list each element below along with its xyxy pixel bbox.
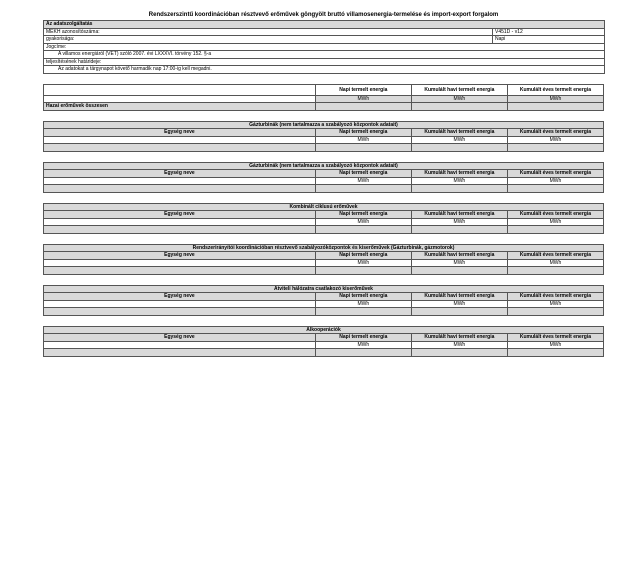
unit-name-cell[interactable] [44,144,316,152]
col-daily: Napi termelt energia [315,170,411,178]
unit-daily: MWh [315,259,411,267]
daily-cell[interactable] [315,144,411,152]
col-monthly: Kumulált havi termelt energia [411,129,507,137]
unit-yearly: MWh [507,300,603,308]
section-table [43,162,604,193]
daily-cell[interactable] [315,349,411,357]
summary-unit-yearly: MWh [507,95,603,103]
summary-daily-cell[interactable] [315,103,411,111]
summary-unit-monthly: MWh [411,95,507,103]
summary-col-monthly: Kumulált havi termelt energia [411,84,507,95]
unit-name-cell[interactable] [44,226,316,234]
unit-daily: MWh [315,136,411,144]
summary-unit-daily: MWh [315,95,411,103]
unit-yearly: MWh [507,136,603,144]
daily-cell[interactable] [315,226,411,234]
unit-name-cell[interactable] [44,349,316,357]
legal-basis-value: A villamos energiáról (VET) szóló 2007. évi LXXXVI. törvény 152. §-a [44,51,605,59]
col-yearly: Kumulált éves termelt energia [507,334,603,342]
col-yearly: Kumulált éves termelt energia [507,129,603,137]
monthly-cell[interactable] [411,226,507,234]
monthly-cell[interactable] [411,349,507,357]
summary-monthly-cell[interactable] [411,103,507,111]
col-daily: Napi termelt energia [315,211,411,219]
report-title: Rendszerszintű koordinációban résztvevő erőművek göngyölt bruttó villamosenergia-termelése és import-export forgalom [148,12,499,18]
frequency-label: gyakorisága: [44,36,493,44]
monthly-cell[interactable] [411,267,507,275]
unit-yearly: MWh [507,218,603,226]
summary-row-label: Hazai erőművek összesen [44,103,316,111]
summary-table [43,84,604,111]
col-monthly: Kumulált havi termelt energia [411,334,507,342]
col-unit-name: Egység neve [44,170,316,178]
col-monthly: Kumulált havi termelt energia [411,170,507,178]
unit-monthly: MWh [411,177,507,185]
col-daily: Napi termelt energia [315,293,411,301]
yearly-cell[interactable] [507,185,603,193]
section-title: Átviteli hálózatra csatlakozó kiserőművek [44,285,604,293]
info-table [43,20,605,74]
col-daily: Napi termelt energia [315,252,411,260]
info-header: Az adatszolgáltatás [44,21,605,29]
col-monthly: Kumulált havi termelt energia [411,211,507,219]
frequency-value: Napi [493,36,605,44]
section-title: Alkooperációk [44,326,604,334]
unit-monthly: MWh [411,300,507,308]
col-unit-name: Egység neve [44,129,316,137]
unit-monthly: MWh [411,136,507,144]
unit-monthly: MWh [411,218,507,226]
section-table [43,121,604,152]
unit-yearly: MWh [507,177,603,185]
col-daily: Napi termelt energia [315,334,411,342]
col-monthly: Kumulált havi termelt energia [411,293,507,301]
daily-cell[interactable] [315,185,411,193]
legal-basis-label: Jogcíme: [44,43,605,51]
unit-daily: MWh [315,300,411,308]
section-title: Rendszerirányítói koordinációban résztvevő szabályozóközpontok és kiserőművek (Gázturbinák, gázmotorok) [44,244,604,252]
unit-yearly: MWh [507,259,603,267]
summary-col-yearly: Kumulált éves termelt energia [507,84,603,95]
deadline-label: teljesítésének határideje: [44,58,605,66]
summary-yearly-cell[interactable] [507,103,603,111]
yearly-cell[interactable] [507,226,603,234]
unit-monthly: MWh [411,259,507,267]
report-document [43,11,604,357]
col-unit-name: Egység neve [44,211,316,219]
col-yearly: Kumulált éves termelt energia [507,252,603,260]
section-title: Gázturbinák (nem tartalmazza a szabályozó központok adatait) [44,121,604,129]
monthly-cell[interactable] [411,185,507,193]
unit-daily: MWh [315,177,411,185]
unit-daily: MWh [315,341,411,349]
yearly-cell[interactable] [507,144,603,152]
section-table [43,285,604,316]
monthly-cell[interactable] [411,144,507,152]
mekh-value: V451D - v12 [493,28,605,36]
deadline-value: Az adatokat a tárgynapot követő harmadik nap 17:00-ig kell megadni. [44,66,605,74]
yearly-cell[interactable] [507,308,603,316]
monthly-cell[interactable] [411,308,507,316]
mekh-label: MEKH azonosítószáma: [44,28,493,36]
section-title: Kombinált ciklusú erőművek [44,203,604,211]
daily-cell[interactable] [315,267,411,275]
summary-col-daily: Napi termelt energia [315,84,411,95]
col-daily: Napi termelt energia [315,129,411,137]
col-unit-name: Egység neve [44,334,316,342]
section-table [43,244,604,275]
col-unit-name: Egység neve [44,293,316,301]
section-title: Gázturbinák (nem tartalmazza a szabályozó központok adatait) [44,162,604,170]
unit-yearly: MWh [507,341,603,349]
summary-blank-header [44,84,316,95]
col-yearly: Kumulált éves termelt energia [507,211,603,219]
col-monthly: Kumulált havi termelt energia [411,252,507,260]
col-yearly: Kumulált éves termelt energia [507,293,603,301]
yearly-cell[interactable] [507,267,603,275]
col-unit-name: Egység neve [44,252,316,260]
unit-name-cell[interactable] [44,308,316,316]
section-table [43,203,604,234]
unit-name-cell[interactable] [44,267,316,275]
section-table [43,326,604,357]
unit-monthly: MWh [411,341,507,349]
unit-daily: MWh [315,218,411,226]
yearly-cell[interactable] [507,349,603,357]
col-yearly: Kumulált éves termelt energia [507,170,603,178]
unit-name-cell[interactable] [44,185,316,193]
daily-cell[interactable] [315,308,411,316]
